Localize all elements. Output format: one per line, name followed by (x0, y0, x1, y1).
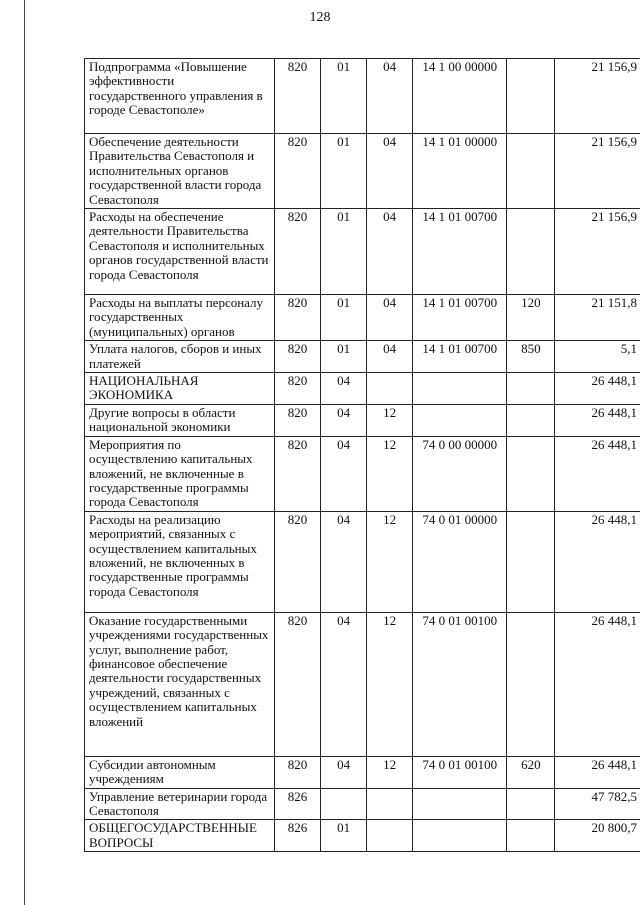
subsection-cell: 04 (366, 295, 412, 341)
target-article-cell: 74 0 00 00000 (412, 436, 506, 511)
section-cell: 04 (320, 511, 366, 612)
table-row (85, 341, 640, 373)
target-article-cell: 14 1 01 00700 (412, 209, 506, 295)
code-cell: 826 (274, 788, 320, 820)
target-article-cell: 14 1 00 00000 (412, 59, 506, 134)
row-name: Обеспечение деятельности Правительства Севастополя и исполнительных органов государственной власти города Севастополя (85, 134, 275, 209)
code-cell: 820 (274, 756, 320, 788)
subsection-cell: 12 (366, 756, 412, 788)
amount-cell: 26 448,1 (555, 756, 640, 788)
target-article-cell: 14 1 01 00700 (412, 295, 506, 341)
subsection-cell: 12 (366, 612, 412, 756)
expense-type-cell (506, 788, 554, 820)
target-article-cell: 74 0 01 00100 (412, 756, 506, 788)
target-article-cell (412, 788, 506, 820)
amount-cell: 21 156,9 (555, 209, 640, 295)
code-cell: 820 (274, 134, 320, 209)
amount-cell: 26 448,1 (555, 511, 640, 612)
expense-type-cell: 620 (506, 756, 554, 788)
table-row (85, 511, 640, 612)
row-name: Субсидии автономным учреждениям (85, 756, 275, 788)
amount-cell: 26 448,1 (555, 436, 640, 511)
table-row (85, 820, 640, 852)
row-name: Подпрограмма «Повышение эффективности государственного управления в городе Севастополе» (85, 59, 275, 134)
code-cell: 820 (274, 341, 320, 373)
code-cell: 820 (274, 209, 320, 295)
amount-cell: 47 782,5 (555, 788, 640, 820)
amount-cell: 21 156,9 (555, 59, 640, 134)
amount-cell: 21 156,9 (555, 134, 640, 209)
subsection-cell (366, 820, 412, 852)
amount-cell: 5,1 (555, 341, 640, 373)
table-row (85, 59, 640, 134)
table-row (85, 756, 640, 788)
code-cell: 820 (274, 59, 320, 134)
target-article-cell: 14 1 01 00000 (412, 134, 506, 209)
section-cell: 04 (320, 612, 366, 756)
section-cell: 01 (320, 295, 366, 341)
amount-cell: 21 151,8 (555, 295, 640, 341)
section-cell: 04 (320, 756, 366, 788)
page-number: 128 (309, 10, 331, 25)
subsection-cell: 12 (366, 436, 412, 511)
row-name: Другие вопросы в области национальной экономики (85, 404, 275, 436)
subsection-cell: 04 (366, 134, 412, 209)
subsection-cell: 04 (366, 59, 412, 134)
expense-type-cell (506, 373, 554, 405)
table-row (85, 404, 640, 436)
margin-rule (24, 0, 25, 905)
section-cell: 04 (320, 404, 366, 436)
section-cell: 01 (320, 134, 366, 209)
row-name: Расходы на реализацию мероприятий, связанных с осуществлением капитальных вложений, не включенных в государственные программы города Севастополя (85, 511, 275, 612)
section-cell: 01 (320, 209, 366, 295)
row-name: НАЦИОНАЛЬНАЯ ЭКОНОМИКА (85, 373, 275, 405)
expense-type-cell (506, 134, 554, 209)
target-article-cell (412, 373, 506, 405)
section-cell (320, 788, 366, 820)
section-cell: 04 (320, 436, 366, 511)
subsection-cell (366, 373, 412, 405)
subsection-cell (366, 788, 412, 820)
amount-cell: 26 448,1 (555, 373, 640, 405)
amount-cell: 26 448,1 (555, 404, 640, 436)
target-article-cell: 74 0 01 00000 (412, 511, 506, 612)
code-cell: 820 (274, 373, 320, 405)
row-name: Уплата налогов, сборов и иных платежей (85, 341, 275, 373)
row-name: Расходы на выплаты персоналу государственных (муниципальных) органов (85, 295, 275, 341)
row-name: Оказание государственными учреждениями государственных услуг, выполнение работ, финансовое обеспечение деятельности государственных учреждений, связанных с осуществлением капитальных вложений (85, 612, 275, 756)
subsection-cell: 12 (366, 404, 412, 436)
section-cell: 01 (320, 820, 366, 852)
section-cell: 01 (320, 59, 366, 134)
code-cell: 826 (274, 820, 320, 852)
expense-type-cell (506, 209, 554, 295)
code-cell: 820 (274, 295, 320, 341)
target-article-cell: 74 0 01 00100 (412, 612, 506, 756)
expense-type-cell: 850 (506, 341, 554, 373)
subsection-cell: 04 (366, 341, 412, 373)
table-row (85, 612, 640, 756)
subsection-cell: 12 (366, 511, 412, 612)
amount-cell: 20 800,7 (555, 820, 640, 852)
table-row (85, 373, 640, 405)
code-cell: 820 (274, 436, 320, 511)
code-cell: 820 (274, 612, 320, 756)
code-cell: 820 (274, 511, 320, 612)
expense-type-cell (506, 59, 554, 134)
row-name: Мероприятия по осуществлению капитальных вложений, не включенные в государственные программы города Севастополя (85, 436, 275, 511)
expense-type-cell (506, 820, 554, 852)
budget-table (84, 58, 640, 852)
expense-type-cell (506, 436, 554, 511)
table-row (85, 788, 640, 820)
target-article-cell (412, 820, 506, 852)
target-article-cell: 14 1 01 00700 (412, 341, 506, 373)
section-cell: 01 (320, 341, 366, 373)
section-cell: 04 (320, 373, 366, 405)
row-name: Расходы на обеспечение деятельности Правительства Севастополя и исполнительных органов государственной власти города Севастополя (85, 209, 275, 295)
code-cell: 820 (274, 404, 320, 436)
table-row (85, 209, 640, 295)
amount-cell: 26 448,1 (555, 612, 640, 756)
table-row (85, 134, 640, 209)
row-name: ОБЩЕГОСУДАРСТВЕННЫЕ ВОПРОСЫ (85, 820, 275, 852)
subsection-cell: 04 (366, 209, 412, 295)
expense-type-cell (506, 404, 554, 436)
table-row (85, 436, 640, 511)
row-name: Управление ветеринарии города Севастополя (85, 788, 275, 820)
target-article-cell (412, 404, 506, 436)
expense-type-cell: 120 (506, 295, 554, 341)
expense-type-cell (506, 612, 554, 756)
table-row (85, 295, 640, 341)
expense-type-cell (506, 511, 554, 612)
